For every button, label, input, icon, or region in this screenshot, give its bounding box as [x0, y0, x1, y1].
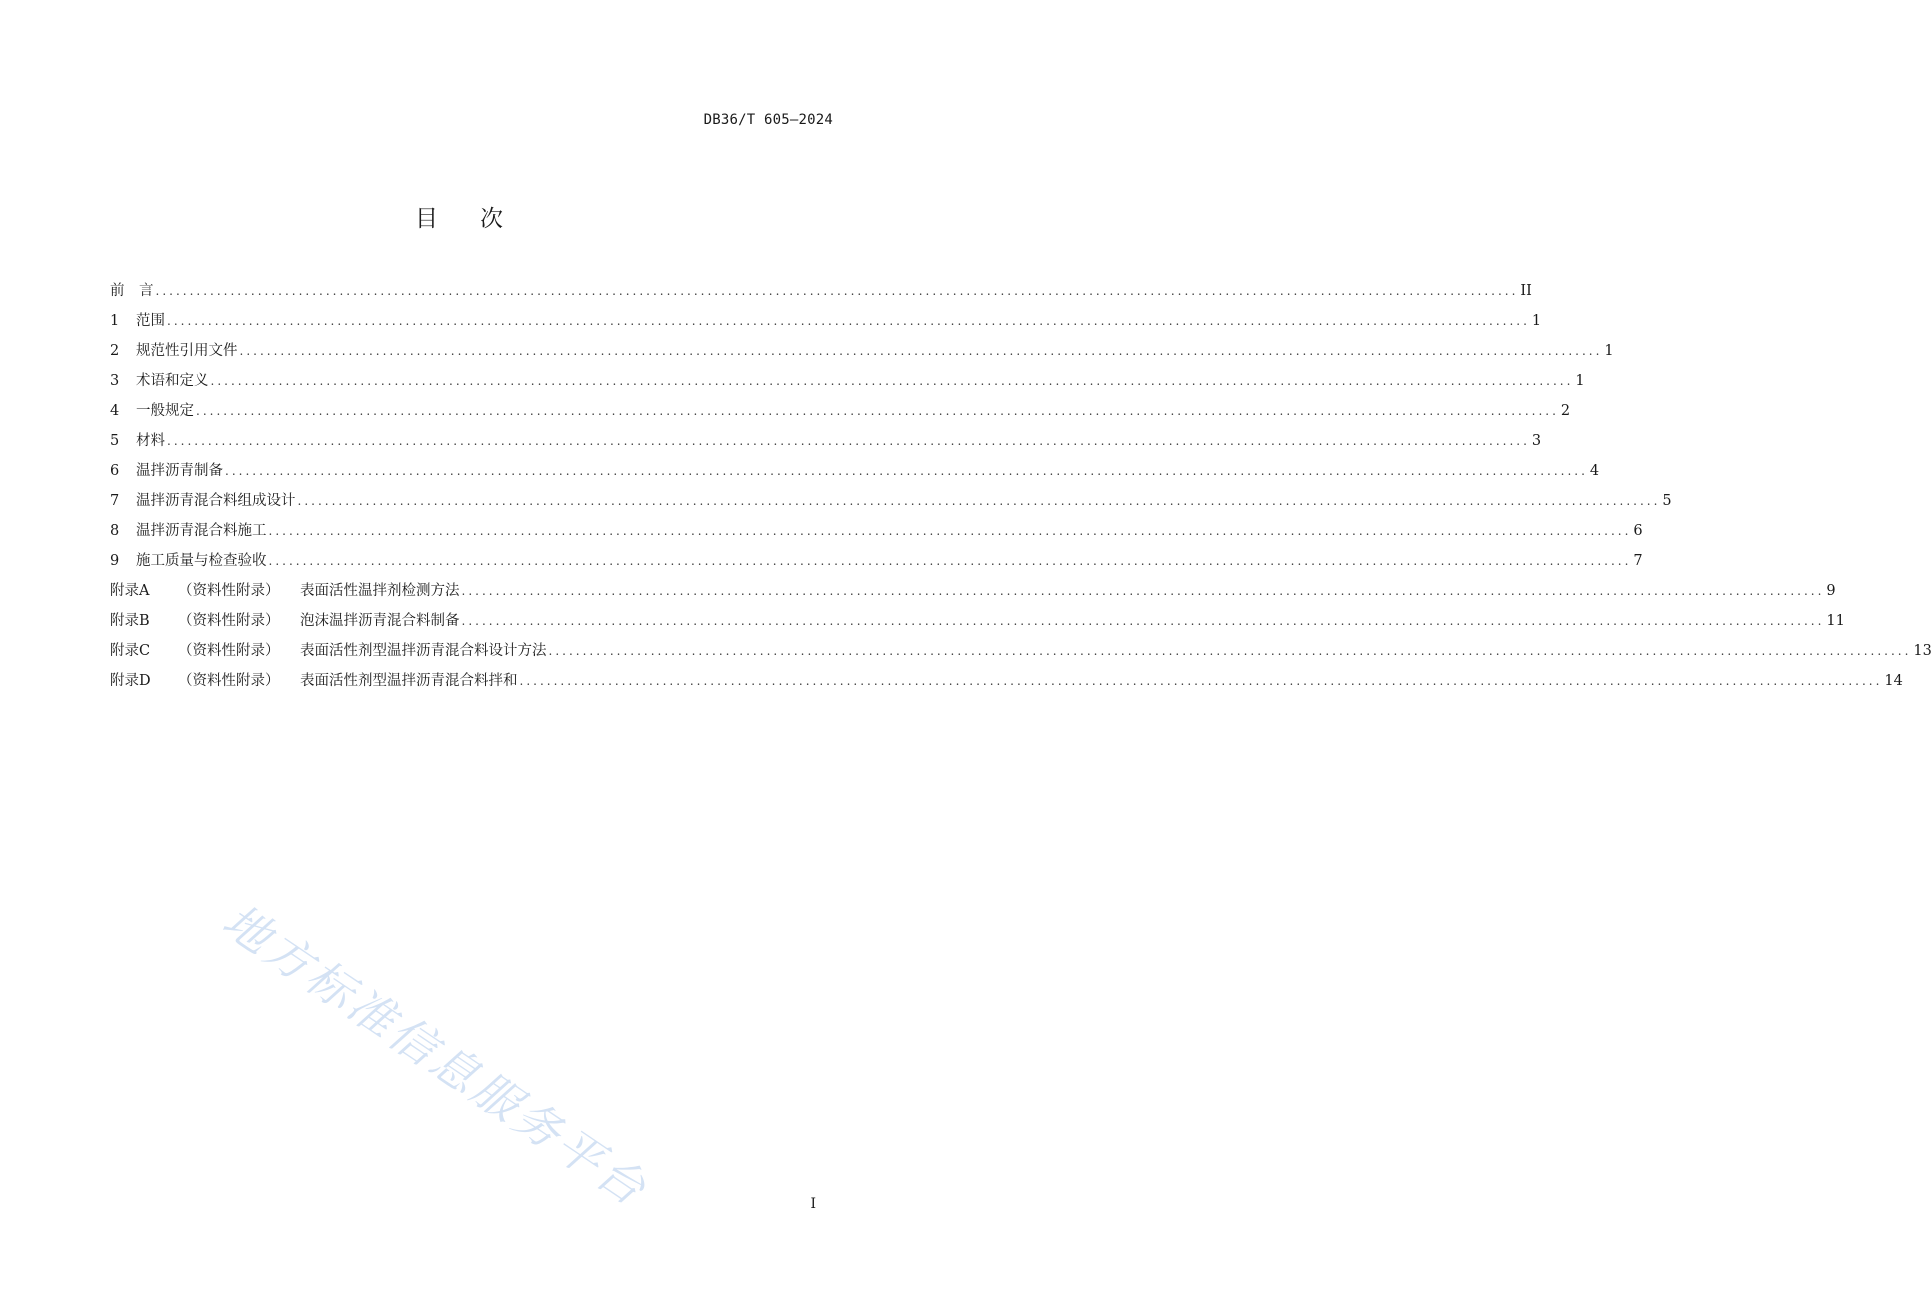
toc-entry-title: 材料: [136, 433, 165, 449]
toc-entry-title: 规范性引用文件: [136, 343, 238, 359]
toc-entry-number: 1: [110, 313, 120, 329]
toc-entry-number: 8: [110, 523, 120, 539]
toc-entry-4[interactable]: [110, 399, 1571, 429]
toc-entry-title: 术语和定义: [136, 373, 209, 389]
toc-entry-7[interactable]: [110, 489, 1672, 519]
toc-entry-8[interactable]: [110, 519, 1643, 549]
toc-entry-number: 7: [110, 493, 120, 509]
toc-entry-page: II: [1520, 283, 1532, 299]
toc-entry-page: 5: [1662, 493, 1672, 509]
toc-entry-number: 6: [110, 463, 120, 479]
toc-title-left: 目: [415, 206, 440, 232]
leader-dots: ........................................................................................................................................................................................................: [268, 554, 1632, 568]
toc-entry-appendix-c[interactable]: [110, 639, 1932, 669]
toc-entry-title: 施工质量与检查验收: [136, 553, 267, 569]
toc-entry-2[interactable]: [110, 339, 1614, 369]
toc-entry-title: 范围: [136, 313, 165, 329]
toc-entry-title: 前 言: [110, 283, 154, 299]
toc-entry-page: 2: [1560, 403, 1571, 419]
toc-entry-title: 一般规定: [136, 403, 194, 419]
toc-appendix-label: 附录C: [110, 643, 151, 659]
toc-appendix-label: 附录A: [110, 583, 150, 599]
toc-entry-number: 3: [110, 373, 120, 389]
leader-dots: ........................................................................................................................................................................................................: [225, 464, 1588, 478]
toc-entry-page: 6: [1633, 523, 1643, 539]
toc-entry-title: 温拌沥青制备: [136, 463, 223, 479]
toc-appendix-kind: （资料性附录）: [178, 583, 280, 599]
toc-entry-page: 1: [1531, 313, 1542, 329]
toc-entry-appendix-b[interactable]: [110, 609, 1845, 639]
page-number: I: [810, 1196, 816, 1212]
leader-dots: ........................................................................................................................................................................................................: [548, 644, 1912, 658]
toc-entry-9[interactable]: [110, 549, 1643, 579]
leader-dots: ........................................................................................................................................................................................................: [155, 284, 1519, 298]
toc-title: [0, 200, 920, 233]
toc-entry-page: 4: [1589, 463, 1600, 479]
toc-entry-number: 4: [110, 403, 120, 419]
toc-entry-page: 3: [1531, 433, 1542, 449]
toc-title-right: 次: [480, 206, 505, 232]
toc-entry-number: 5: [110, 433, 120, 449]
leader-dots: ........................................................................................................................................................................................................: [167, 434, 1530, 448]
toc-entry-foreword[interactable]: [110, 279, 1532, 309]
toc-entry-page: 14: [1884, 673, 1903, 689]
toc-entry-page: 1: [1604, 343, 1614, 359]
toc-entry-page: 13: [1913, 643, 1932, 659]
toc-entry-title: 表面活性剂型温拌沥青混合料拌和: [300, 673, 518, 689]
document-code: DB36/T 605—2024: [703, 112, 833, 128]
toc-entry-title: 温拌沥青混合料施工: [136, 523, 267, 539]
toc-entry-title: 表面活性剂型温拌沥青混合料设计方法: [300, 643, 547, 659]
toc-entry-page: 1: [1575, 373, 1585, 389]
toc-entry-title: 表面活性温拌剂检测方法: [300, 583, 460, 599]
toc-list: [110, 279, 1932, 699]
toc-appendix-kind: （资料性附录）: [178, 673, 280, 689]
toc-entry-title: 温拌沥青混合料组成设计: [136, 493, 296, 509]
toc-appendix-label: 附录B: [110, 613, 150, 629]
toc-entry-appendix-d[interactable]: [110, 669, 1903, 699]
toc-entry-3[interactable]: [110, 369, 1585, 399]
leader-dots: ........................................................................................................................................................................................................: [167, 314, 1530, 328]
toc-entry-5[interactable]: [110, 429, 1542, 459]
leader-dots: ........................................................................................................................................................................................................: [461, 614, 1825, 628]
toc-appendix-label: 附录D: [110, 673, 151, 689]
toc-entry-appendix-a[interactable]: [110, 579, 1836, 609]
toc-appendix-kind: （资料性附录）: [178, 613, 280, 629]
toc-appendix-kind: （资料性附录）: [178, 643, 280, 659]
toc-entry-number: 2: [110, 343, 120, 359]
toc-entry-page: 11: [1826, 613, 1845, 629]
leader-dots: ........................................................................................................................................................................................................: [461, 584, 1825, 598]
leader-dots: ........................................................................................................................................................................................................: [210, 374, 1574, 388]
leader-dots: ........................................................................................................................................................................................................: [268, 524, 1632, 538]
toc-entry-title: 泡沫温拌沥青混合料制备: [300, 613, 460, 629]
toc-entry-page: 7: [1633, 553, 1643, 569]
toc-entry-1[interactable]: [110, 309, 1542, 339]
toc-entry-6[interactable]: [110, 459, 1600, 489]
leader-dots: ........................................................................................................................................................................................................: [196, 404, 1559, 418]
leader-dots: ........................................................................................................................................................................................................: [519, 674, 1883, 688]
toc-entry-page: 9: [1826, 583, 1836, 599]
toc-entry-number: 9: [110, 553, 120, 569]
leader-dots: ........................................................................................................................................................................................................: [239, 344, 1603, 358]
leader-dots: ........................................................................................................................................................................................................: [297, 494, 1661, 508]
watermark: 地方标准信息服务平台: [213, 893, 658, 1218]
